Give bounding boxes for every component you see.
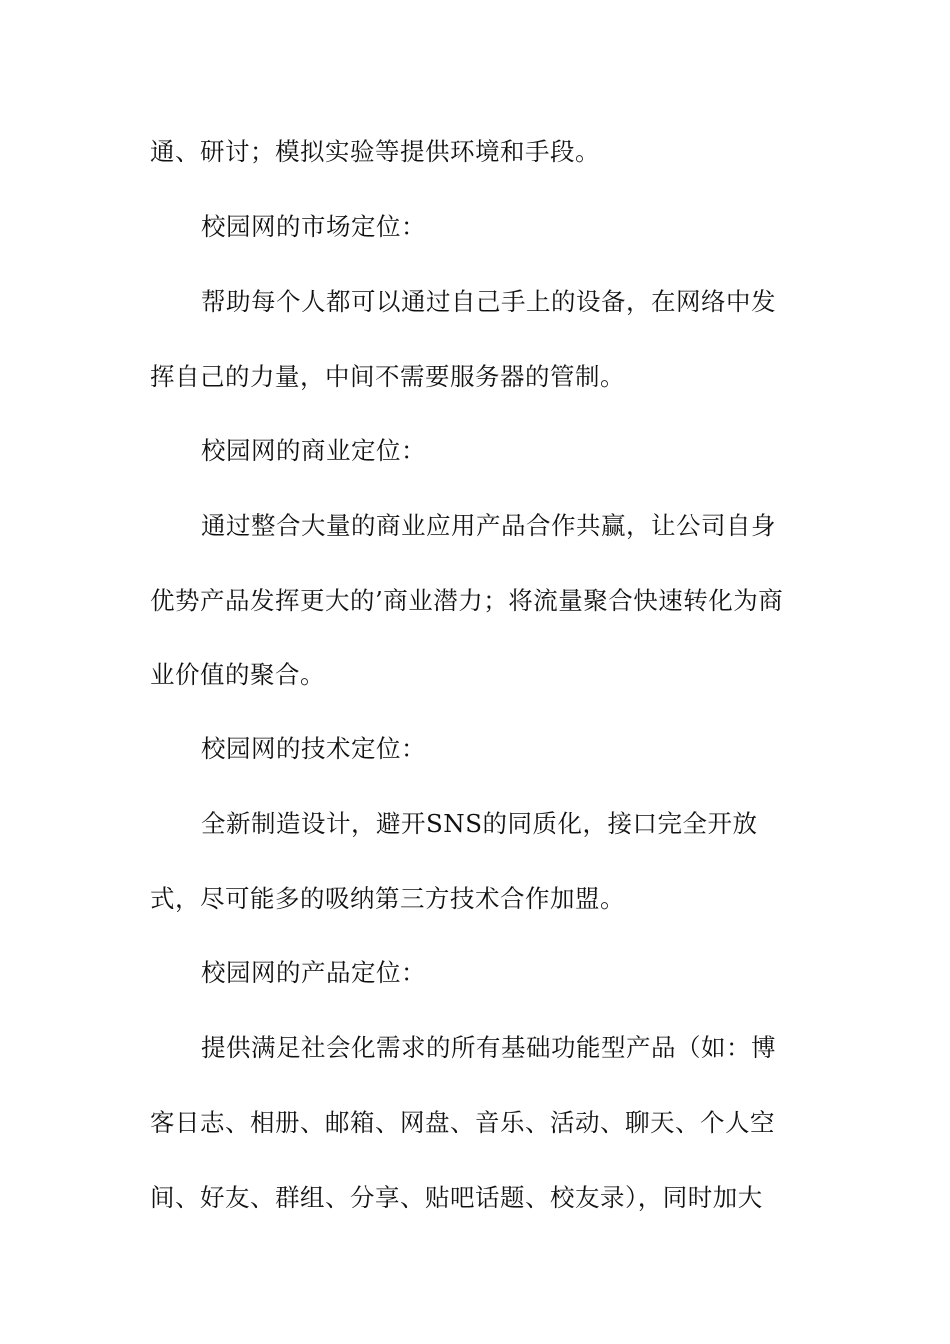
text-line-4: 挥自己的力量，中间不需要服务器的管制。 [150,362,625,391]
text-line-7: 优势产品发挥更大的’商业潜力；将流量聚合快速转化为商 [150,586,784,615]
heading-product-positioning: 校园网的产品定位： [201,958,426,987]
text-line-8: 业价值的聚合。 [150,660,325,689]
text-line-10: 全新制造设计，避开SNS的同质化，接口完全开放 [201,809,758,838]
text-line-15: 间、好友、群组、分享、贴吧话题、校友录），同时加大 [150,1183,763,1212]
heading-business-positioning: 校园网的商业定位： [201,436,426,465]
text-line-3: 帮助每个人都可以通过自己手上的设备，在网络中发 [201,287,776,316]
text-line-1: 通、研讨；模拟实验等提供环境和手段。 [150,137,600,166]
heading-market-positioning: 校园网的市场定位： [201,212,426,241]
text-line-14: 客日志、相册、邮箱、网盘、音乐、活动、聊天、个人空 [150,1108,775,1137]
text-line-11: 式，尽可能多的吸纳第三方技术合作加盟。 [150,884,625,913]
text-line-13: 提供满足社会化需求的所有基础功能型产品（如：博 [201,1033,776,1062]
text-line-6: 通过整合大量的商业应用产品合作共赢，让公司自身 [201,511,776,540]
heading-technical-positioning: 校园网的技术定位： [201,734,426,763]
